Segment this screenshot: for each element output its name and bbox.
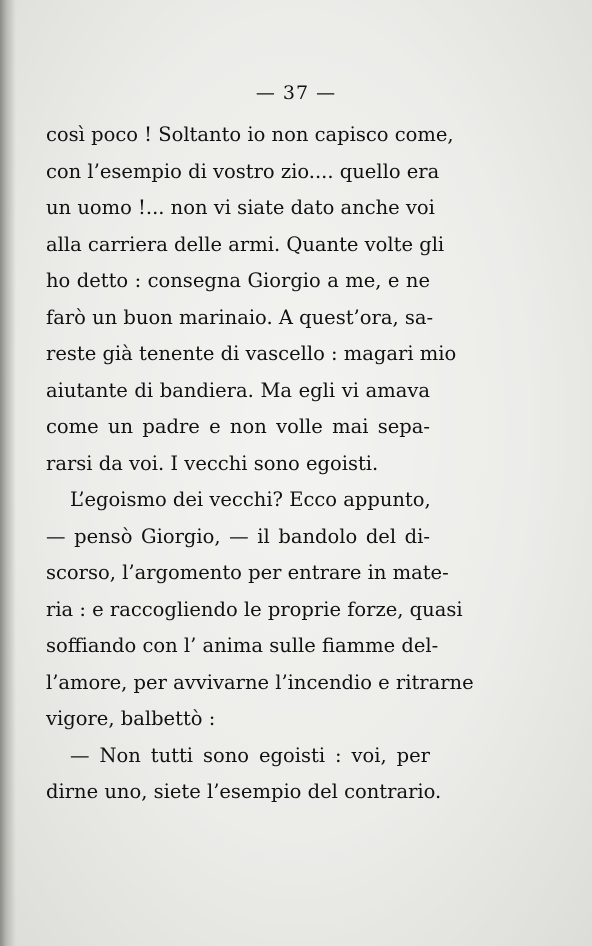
text-line: — Non tutti sono egoisti : voi, per	[70, 743, 430, 767]
page-text-body	[46, 117, 474, 811]
text-line: dirne uno, siete l’esempio del contrario.	[46, 780, 442, 803]
text-line: come un padre e non volle mai sepa-	[46, 415, 430, 438]
text-line: alla carriera delle armi. Quante volte gli	[46, 232, 445, 256]
text-line: scorso, l’argomento per entrare in mate-	[46, 561, 449, 584]
text-line: L’egoismo dei vecchi? Ecco appunto,	[70, 488, 431, 511]
text-line: farò un buon marinaio. A quest’ora, sa-	[46, 305, 434, 329]
text-line: reste già tenente di vascello : magari mio	[46, 342, 457, 365]
text-line: così poco ! Soltanto io non capisco come,	[46, 123, 454, 146]
text-line: soffiando con l’ anima sulle fiamme del-	[46, 634, 439, 657]
text-line: rarsi da voi. I vecchi sono egoisti.	[46, 451, 379, 475]
page-gutter-shadow	[0, 0, 16, 946]
text-line: vigore, balbettò :	[46, 707, 216, 730]
page-number: — 37 —	[255, 82, 337, 104]
text-line: un uomo !... non vi siate dato anche voi	[46, 196, 435, 219]
text-line: — pensò Giorgio, — il bandolo del di-	[46, 524, 430, 548]
text-line: l’amore, per avvivarne l’incendio e ritrarne	[46, 670, 474, 694]
text-line: con l’esempio di vostro zio.... quello era	[46, 159, 440, 183]
text-line: ho detto : consegna Giorgio a me, e ne	[46, 269, 430, 292]
text-line: aiutante di bandiera. Ma egli vi amava	[46, 378, 430, 402]
text-line: ria : e raccogliendo le proprie forze, quasi	[46, 597, 463, 621]
